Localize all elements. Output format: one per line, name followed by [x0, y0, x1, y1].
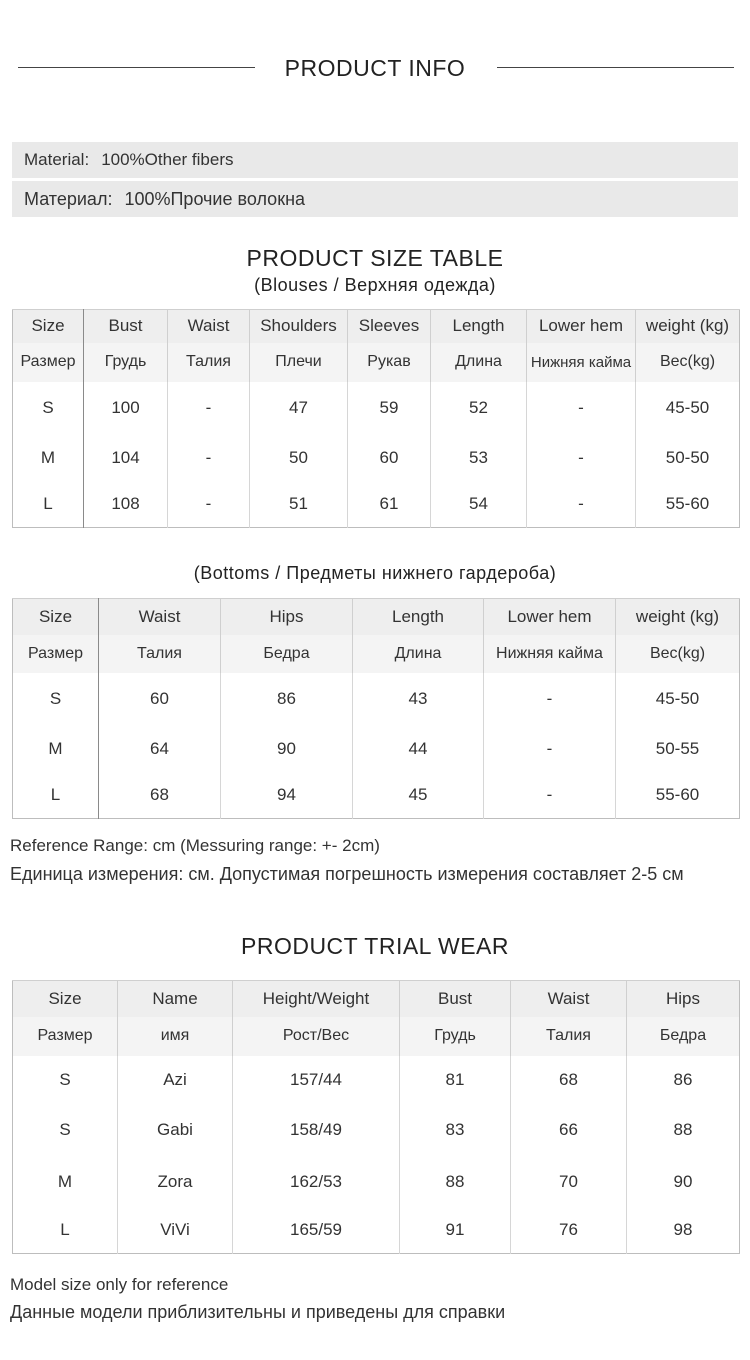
trial-header-bust: Bust [400, 981, 511, 1017]
bottoms-header-hips-ru: Бедра [221, 635, 353, 673]
table-cell: 55-60 [636, 482, 740, 528]
table-cell: 54 [431, 482, 527, 528]
bottoms-header-length: Length [353, 599, 484, 635]
table-cell: 158/49 [233, 1104, 400, 1156]
table-cell: - [168, 434, 250, 482]
table-cell: 45-50 [616, 673, 740, 725]
blouses-header-weight-ru: Вес(kg) [636, 343, 740, 382]
table-cell: 81 [400, 1056, 511, 1104]
table-cell: 86 [221, 673, 353, 725]
table-cell: 108 [84, 482, 168, 528]
table-cell: - [527, 382, 636, 434]
blouses-header-size: Size [13, 310, 84, 343]
trial-header-waist-ru: Талия [511, 1017, 627, 1056]
blouses-header-sleeves: Sleeves [348, 310, 431, 343]
bottoms-header-hips: Hips [221, 599, 353, 635]
table-cell: 70 [511, 1156, 627, 1208]
blouses-header-waist-ru: Талия [168, 343, 250, 382]
table-cell: Gabi [118, 1104, 233, 1156]
table-cell: 98 [627, 1208, 740, 1254]
table-cell: 165/59 [233, 1208, 400, 1254]
bottoms-header-length-ru: Длина [353, 635, 484, 673]
size-table-title: PRODUCT SIZE TABLE [246, 245, 504, 271]
reference-note-ru: Единица измерения: см. Допустимая погрешность измерения составляет 2-5 см [10, 864, 684, 884]
bottoms-header-weight-ru: Вес(kg) [616, 635, 740, 673]
material-en-label: Material: [24, 150, 90, 169]
bottoms-size-table [12, 598, 740, 819]
bottoms-header-size-ru: Размер [13, 635, 99, 673]
trial-header-bust-ru: Грудь [400, 1017, 511, 1056]
table-cell: 51 [250, 482, 348, 528]
blouses-header-lower-hem: Lower hem [527, 310, 636, 343]
table-cell: 64 [99, 725, 221, 773]
bottoms-subtitle: (Bottoms / Предметы нижнего гардероба) [193, 563, 557, 583]
bottoms-header-weight: weight (kg) [616, 599, 740, 635]
trial-header-hips-ru: Бедра [627, 1017, 740, 1056]
table-cell: M [57, 1171, 73, 1191]
trial-header-height-weight-ru: Рост/Вес [233, 1017, 400, 1056]
table-cell: L [13, 482, 84, 528]
material-en-value: 100%Other fibers [101, 150, 234, 169]
blouses-header-weight: weight (kg) [636, 310, 740, 343]
table-cell: M [13, 725, 99, 773]
trial-wear-table [12, 980, 740, 1254]
table-cell: 104 [84, 434, 168, 482]
table-cell: - [168, 382, 250, 434]
table-cell: 52 [431, 382, 527, 434]
footer-note-en: Model size only for reference [10, 1275, 229, 1294]
table-cell: 60 [99, 673, 221, 725]
bottoms-header-lower-hem: Lower hem [484, 599, 616, 635]
trial-wear-title: PRODUCT TRIAL WEAR [241, 933, 509, 959]
blouses-header-size-ru: Размер [13, 343, 84, 382]
table-cell: - [527, 482, 636, 528]
table-cell: 45-50 [636, 382, 740, 434]
blouses-header-bust: Bust [84, 310, 168, 343]
table-cell: 88 [400, 1156, 511, 1208]
table-cell: 45 [353, 773, 484, 819]
table-cell: 76 [511, 1208, 627, 1254]
table-cell: 53 [431, 434, 527, 482]
blouses-header-length: Length [431, 310, 527, 343]
material-ru-value: 100%Прочие волокна [124, 188, 306, 209]
table-cell: 66 [511, 1104, 627, 1156]
table-cell: 68 [511, 1056, 627, 1104]
blouses-subtitle: (Blouses / Верхняя одежда) [254, 275, 496, 295]
table-cell: 83 [400, 1104, 511, 1156]
blouses-header-sleeves-ru: Рукав [348, 343, 431, 382]
blouses-header-lower-hem-ru: Нижняя кайма [527, 343, 636, 382]
table-cell: S [13, 382, 84, 434]
table-cell: S [59, 1119, 71, 1139]
table-cell: 90 [221, 725, 353, 773]
blouses-header-bust-ru: Грудь [84, 343, 168, 382]
header-rule-right [497, 67, 734, 68]
bottoms-header-lower-hem-ru: Нижняя кайма [484, 635, 616, 673]
table-cell: 91 [400, 1208, 511, 1254]
table-cell: 50-55 [616, 725, 740, 773]
trial-header-size-ru: Размер [13, 1017, 118, 1056]
table-cell: 50 [250, 434, 348, 482]
bottoms-header-waist-ru: Талия [99, 635, 221, 673]
table-cell: 94 [221, 773, 353, 819]
table-cell: Azi [118, 1056, 233, 1104]
material-ru-label: Материал: [24, 188, 113, 209]
table-cell: S [13, 673, 99, 725]
trial-header-name-ru: имя [118, 1017, 233, 1056]
table-cell: 86 [627, 1056, 740, 1104]
table-cell: - [484, 673, 616, 725]
blouses-size-table [12, 309, 740, 528]
table-cell: S [59, 1069, 71, 1089]
table-cell: 157/44 [233, 1056, 400, 1104]
table-cell: ViVi [118, 1208, 233, 1254]
table-cell: 50-50 [636, 434, 740, 482]
table-cell: Zora [118, 1156, 233, 1208]
bottoms-header-waist: Waist [99, 599, 221, 635]
table-cell: - [484, 725, 616, 773]
table-cell: L [60, 1220, 70, 1240]
trial-header-hips: Hips [627, 981, 740, 1017]
blouses-header-waist: Waist [168, 310, 250, 343]
table-cell: - [168, 482, 250, 528]
trial-header-size: Size [13, 981, 118, 1017]
blouses-header-length-ru: Длина [431, 343, 527, 382]
footer-note-ru: Данные модели приблизительны и приведены для справки [10, 1302, 506, 1322]
reference-note-en: Reference Range: cm (Messuring range: +- 2cm) [10, 836, 380, 855]
table-cell: L [13, 773, 99, 819]
table-cell: 47 [250, 382, 348, 434]
trial-header-waist: Waist [511, 981, 627, 1017]
table-cell: 68 [99, 773, 221, 819]
table-cell: 88 [627, 1104, 740, 1156]
trial-header-name: Name [118, 981, 233, 1017]
table-cell: 100 [84, 382, 168, 434]
table-cell: 55-60 [616, 773, 740, 819]
material-ru-band [12, 181, 738, 217]
table-cell: 61 [348, 482, 431, 528]
blouses-header-shoulders: Shoulders [250, 310, 348, 343]
trial-header-height-weight: Height/Weight [233, 981, 400, 1017]
table-cell: 162/53 [233, 1156, 400, 1208]
bottoms-header-size: Size [13, 599, 99, 635]
table-cell: 59 [348, 382, 431, 434]
page-title: PRODUCT INFO [284, 55, 466, 81]
table-cell: M [13, 434, 84, 482]
material-en-band [12, 142, 738, 178]
table-cell: 60 [348, 434, 431, 482]
table-cell: - [527, 434, 636, 482]
table-cell: 43 [353, 673, 484, 725]
blouses-header-shoulders-ru: Плечи [250, 343, 348, 382]
table-cell: 90 [627, 1156, 740, 1208]
table-cell: - [484, 773, 616, 819]
table-cell: 44 [353, 725, 484, 773]
